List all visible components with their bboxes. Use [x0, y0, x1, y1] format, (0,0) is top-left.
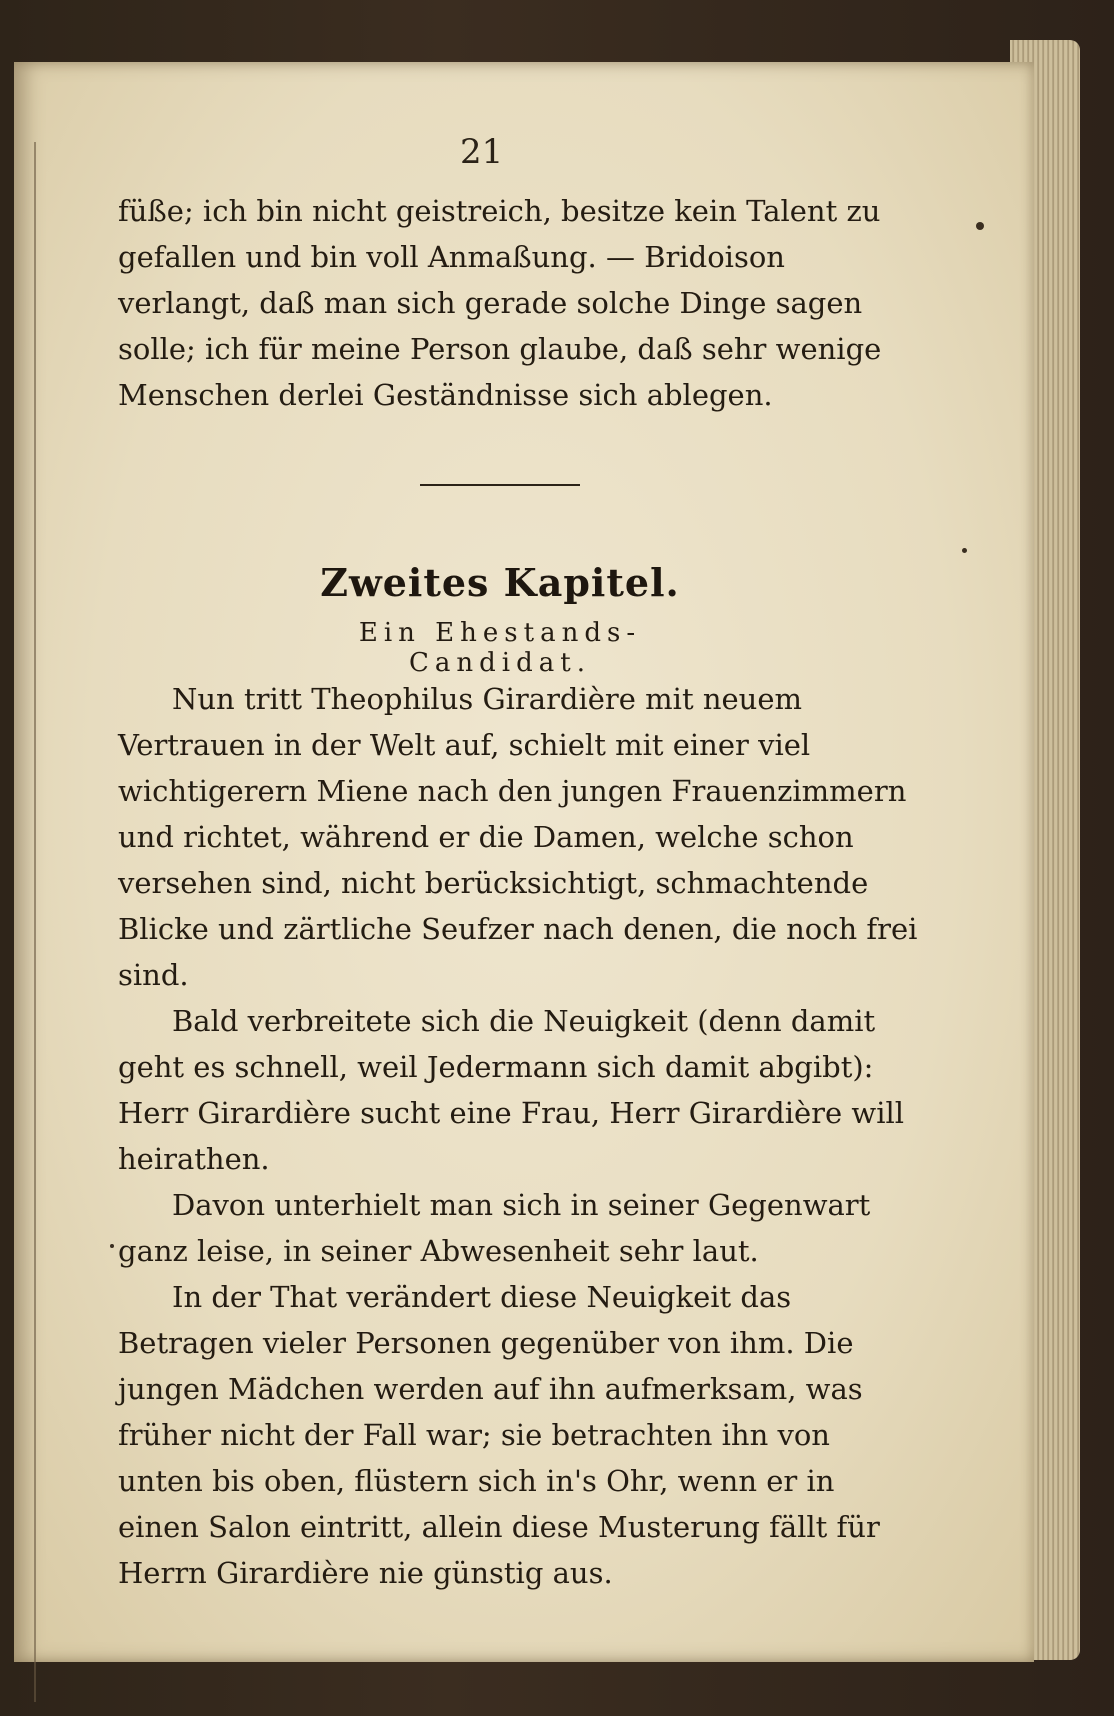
ink-spot — [110, 1244, 114, 1248]
section-divider — [420, 484, 580, 486]
binding-crease — [34, 142, 36, 1702]
chapter-title: Zweites Kapitel. — [320, 560, 680, 605]
page-number: 21 — [460, 132, 504, 172]
intro-paragraph: füße; ich bin nicht geistreich, besitze kein Talent zu gefallen und bin voll Anmaßung. — Bridoison verlangt, daß man sich gerade solche Dinge sagen solle; ich für meine Person glaube, daß sehr wenige Menschen derlei Geständnisse sich ablegen. — [118, 194, 882, 412]
ink-spot — [976, 222, 984, 230]
paragraph: Bald verbreitete sich die Neuigkeit (denn damit geht es schnell, weil Jedermann sich damit abgibt): Herr Girardière sucht eine Frau, Herr Girardière will heirathen. — [118, 1004, 905, 1176]
chapter-subtitle: Ein Ehestands-Candidat. — [358, 618, 642, 678]
intro-paragraph-block — [118, 188, 918, 418]
paragraph: Davon unterhielt man sich in seiner Gegenwart ganz leise, in seiner Abwesenheit sehr laut. — [118, 1188, 871, 1268]
chapter-body — [118, 676, 918, 1596]
paragraph: In der That verändert diese Neuigkeit das Betragen vieler Personen gegenüber von ihm. Die jungen Mädchen werden auf ihn aufmerksam, was früher nicht der Fall war; sie betrachten ihn von unten bis oben, flüstern sich in's Ohr, wenn er in einen Salon eintritt, allein diese Musterung fällt für Herrn Girardière nie günstig aus. — [118, 1280, 880, 1590]
paragraph: Nun tritt Theophilus Girardière mit neuem Vertrauen in der Welt auf, schielt mit einer viel wichtigerern Miene nach den jungen Frauenzimmern und richtet, während er die Damen, welche schon versehen sind, nicht berücksichtigt, schmachtende Blicke und zärtliche Seufzer nach denen, die noch frei sind. — [118, 682, 918, 992]
ink-spot — [962, 548, 967, 553]
